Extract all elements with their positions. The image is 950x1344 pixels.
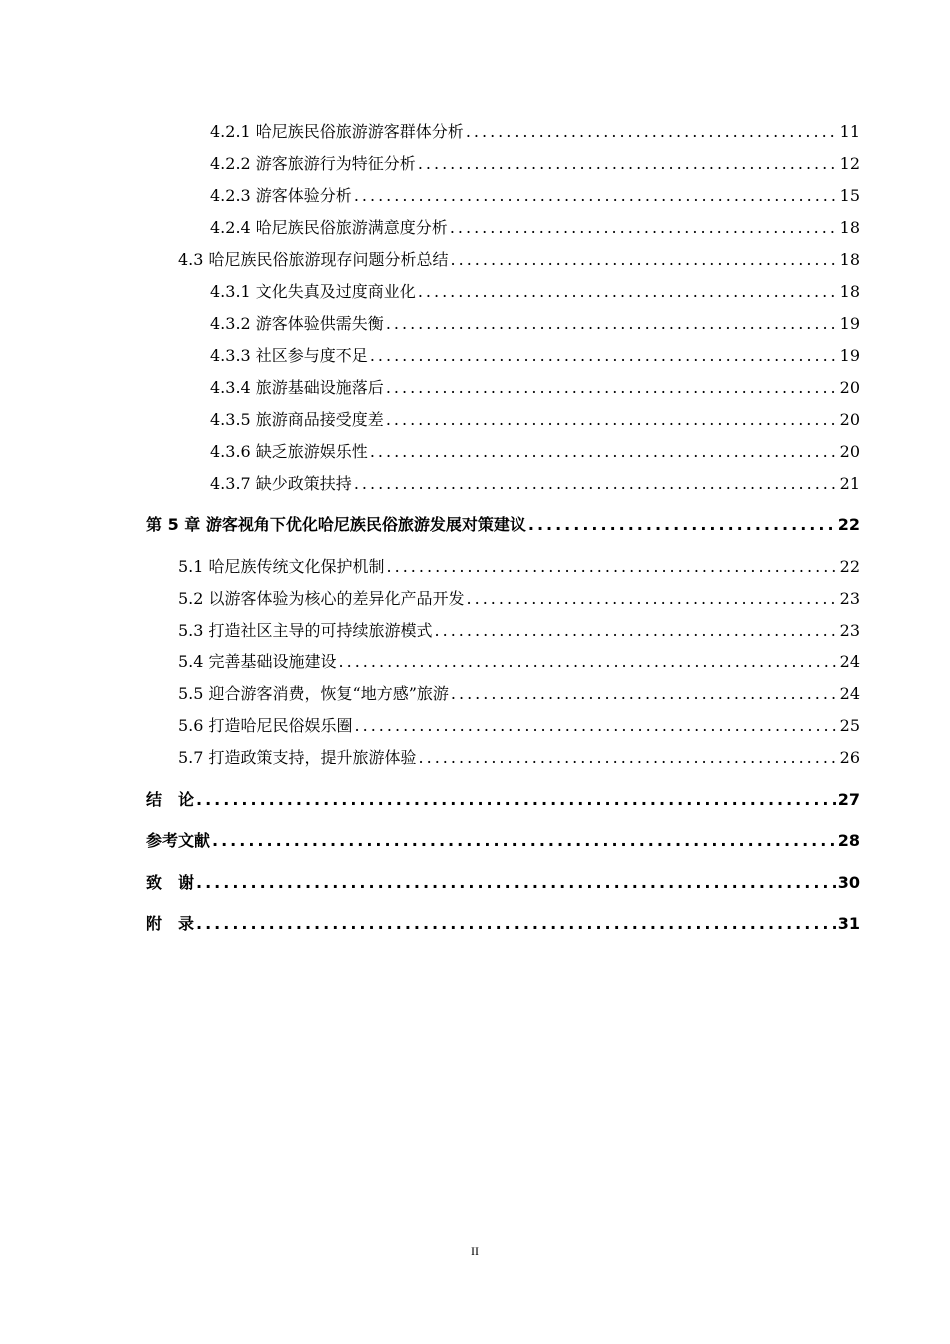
toc-entry[interactable] — [210, 410, 860, 430]
toc-conclusion-entry[interactable] — [146, 790, 860, 810]
toc-entry[interactable] — [210, 346, 860, 366]
toc-dot-leader — [450, 218, 838, 238]
toc-entry[interactable] — [210, 186, 860, 206]
toc-entry[interactable] — [210, 442, 860, 462]
toc-dot-leader — [435, 621, 838, 641]
toc-entry-label: 4.3.1 文化失真及过度商业化 — [210, 282, 416, 301]
toc-entry[interactable] — [178, 557, 860, 577]
toc-entry-label: 4.2.3 游客体验分析 — [210, 186, 352, 205]
toc-entry-page: 18 — [839, 218, 860, 237]
toc-dot-leader — [451, 684, 838, 704]
toc-dot-leader — [386, 378, 838, 398]
toc-entry[interactable] — [210, 314, 860, 334]
toc-entry-label: 4.3.2 游客体验供需失衡 — [210, 314, 384, 333]
toc-dot-leader — [354, 186, 838, 206]
toc-entry[interactable] — [178, 589, 860, 609]
toc-references-entry[interactable] — [146, 831, 860, 851]
toc-entry-label: 参考文献 — [146, 831, 211, 850]
toc-entry-page: 23 — [839, 621, 860, 640]
toc-entry[interactable] — [210, 122, 860, 142]
toc-acknowledgements-entry[interactable] — [146, 873, 860, 893]
toc-entry-label: 5.2 以游客体验为核心的差异化产品开发 — [178, 589, 465, 608]
toc-entry-page: 24 — [839, 684, 860, 703]
toc-entry-label: 4.3.7 缺少政策扶持 — [210, 474, 352, 493]
toc-entry-page: 31 — [837, 914, 860, 933]
toc-entry-label: 结 论 — [146, 790, 195, 809]
toc-entry-page: 24 — [839, 652, 860, 671]
toc-entry-label: 4.3.5 旅游商品接受度差 — [210, 410, 384, 429]
toc-dot-leader — [386, 410, 838, 430]
toc-entry[interactable] — [210, 474, 860, 494]
toc-entry-page: 18 — [839, 282, 860, 301]
toc-entry-page: 15 — [839, 186, 860, 205]
toc-dot-leader — [196, 790, 836, 810]
toc-dot-leader — [386, 314, 838, 334]
toc-dot-leader — [196, 873, 836, 893]
toc-entry-page: 19 — [839, 314, 860, 333]
toc-dot-leader — [339, 652, 838, 672]
toc-entry-page: 30 — [837, 873, 860, 892]
toc-dot-leader — [355, 716, 838, 736]
toc-entry-label: 4.3.4 旅游基础设施落后 — [210, 378, 384, 397]
toc-entry[interactable] — [210, 378, 860, 398]
toc-dot-leader — [370, 442, 838, 462]
toc-dot-leader — [196, 914, 836, 934]
toc-entry-page: 20 — [839, 442, 860, 461]
toc-entry[interactable] — [178, 250, 860, 270]
toc-entry[interactable] — [210, 218, 860, 238]
toc-entry-page: 11 — [839, 122, 860, 141]
toc-entry-page: 21 — [839, 474, 860, 493]
toc-entry-label: 4.2.1 哈尼族民俗旅游游客群体分析 — [210, 122, 464, 141]
toc-entry-page: 23 — [839, 589, 860, 608]
toc-entry[interactable] — [178, 652, 860, 672]
toc-dot-leader — [354, 474, 838, 494]
toc-entry-page: 19 — [839, 346, 860, 365]
toc-entry-page: 20 — [839, 410, 860, 429]
toc-chapter-entry[interactable] — [146, 515, 860, 535]
toc-entry-page: 28 — [837, 831, 860, 850]
toc-entry-label: 4.2.4 哈尼族民俗旅游满意度分析 — [210, 218, 448, 237]
toc-dot-leader — [451, 250, 838, 270]
toc-dot-leader — [418, 282, 838, 302]
toc-entry-label: 5.6 打造哈尼民俗娱乐圈 — [178, 716, 353, 735]
toc-dot-leader — [528, 515, 836, 535]
toc-entry-page: 22 — [837, 515, 860, 534]
toc-entry[interactable] — [210, 154, 860, 174]
toc-entry-label: 5.7 打造政策支持，提升旅游体验 — [178, 748, 417, 767]
toc-entry-label: 4.2.2 游客旅游行为特征分析 — [210, 154, 416, 173]
toc-entry-page: 20 — [839, 378, 860, 397]
toc-entry-page: 27 — [837, 790, 860, 809]
page-number: II — [471, 1244, 479, 1258]
toc-dot-leader — [466, 122, 838, 142]
toc-entry[interactable] — [178, 684, 860, 704]
toc-entry-page: 26 — [839, 748, 860, 767]
toc-entry-page: 18 — [839, 250, 860, 269]
toc-dot-leader — [467, 589, 838, 609]
toc-entry-page: 12 — [839, 154, 860, 173]
toc-entry[interactable] — [178, 621, 860, 641]
toc-entry-label: 附 录 — [146, 914, 195, 933]
toc-entry[interactable] — [178, 716, 860, 736]
toc-entry[interactable] — [210, 282, 860, 302]
toc-entry-page: 22 — [839, 557, 860, 576]
toc-entry-label: 致 谢 — [146, 873, 195, 892]
toc-entry-label: 5.5 迎合游客消费，恢复“地方感”旅游 — [178, 684, 449, 703]
toc-entry-page: 25 — [839, 716, 860, 735]
toc-dot-leader — [419, 748, 838, 768]
toc-dot-leader — [212, 831, 836, 851]
toc-entry-label: 5.3 打造社区主导的可持续旅游模式 — [178, 621, 433, 640]
toc-dot-leader — [387, 557, 838, 577]
toc-dot-leader — [418, 154, 838, 174]
toc-entry-label: 5.1 哈尼族传统文化保护机制 — [178, 557, 385, 576]
toc-entry[interactable] — [178, 748, 860, 768]
toc-entry-label: 4.3.3 社区参与度不足 — [210, 346, 368, 365]
toc-dot-leader — [370, 346, 838, 366]
toc-appendix-entry[interactable] — [146, 914, 860, 934]
toc-entry-label: 4.3 哈尼族民俗旅游现存问题分析总结 — [178, 250, 449, 269]
toc-entry-label: 5.4 完善基础设施建设 — [178, 652, 337, 671]
toc-entry-label: 4.3.6 缺乏旅游娱乐性 — [210, 442, 368, 461]
toc-entry-label: 第 5 章 游客视角下优化哈尼族民俗旅游发展对策建议 — [146, 515, 526, 534]
